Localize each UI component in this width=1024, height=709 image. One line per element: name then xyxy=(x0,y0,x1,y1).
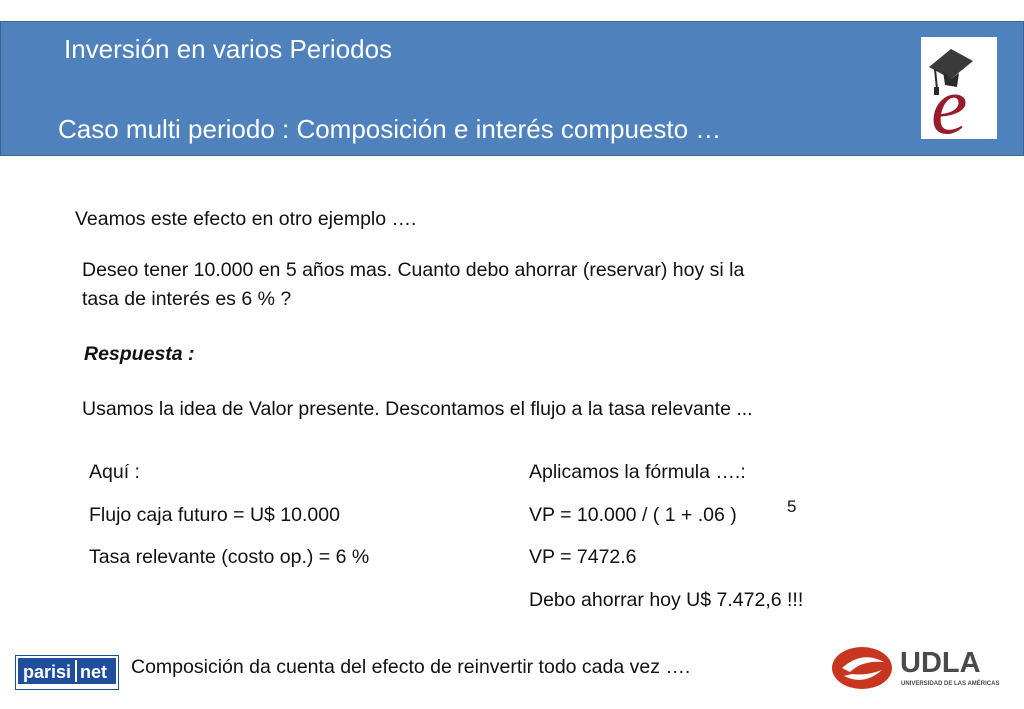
svg-text:e: e xyxy=(931,60,968,139)
slide-title: Inversión en varios Periodos xyxy=(64,34,393,64)
conclusion-text: Debo ahorrar hoy U$ 7.472,6 !!! xyxy=(529,589,804,611)
title-banner xyxy=(0,21,1024,156)
question-line-2: tasa de interés es 6 % ? xyxy=(82,288,292,310)
answer-label: Respuesta : xyxy=(84,343,195,365)
flujo-text: Flujo caja futuro = U$ 10.000 xyxy=(89,504,340,526)
parisi-logo-text-a: parisi xyxy=(23,662,72,682)
aplicamos-text: Aplicamos la fórmula ….: xyxy=(529,461,746,483)
udla-logo xyxy=(830,646,1002,690)
intro-text: Veamos este efecto en otro ejemplo …. xyxy=(75,208,417,230)
udla-logo-subtitle: UNIVERSIDAD DE LAS AMÉRICAS xyxy=(901,681,1000,687)
udla-logo-text: UDLA xyxy=(900,647,981,679)
parisinet-logo xyxy=(15,655,119,690)
result-text: VP = 7472.6 xyxy=(529,546,637,568)
formula-exponent: 5 xyxy=(787,497,797,516)
formula-text: VP = 10.000 / ( 1 + .06 ) xyxy=(529,504,737,526)
graduation-cap-e-icon xyxy=(921,37,997,139)
answer-text: Usamos la idea de Valor presente. Descontamos el flujo a la tasa relevante ... xyxy=(82,398,753,420)
parisi-logo-text-b: net xyxy=(80,662,107,682)
aqui-label: Aquí : xyxy=(89,461,140,483)
footer-note: Composición da cuenta del efecto de reinvertir todo cada vez …. xyxy=(131,656,691,678)
tasa-text: Tasa relevante (costo op.) = 6 % xyxy=(89,546,370,568)
question-line-1: Deseo tener 10.000 en 5 años mas. Cuanto debo ahorrar (reservar) hoy si la xyxy=(82,259,745,281)
slide-subtitle: Caso multi periodo : Composición e interés compuesto … xyxy=(58,114,722,144)
